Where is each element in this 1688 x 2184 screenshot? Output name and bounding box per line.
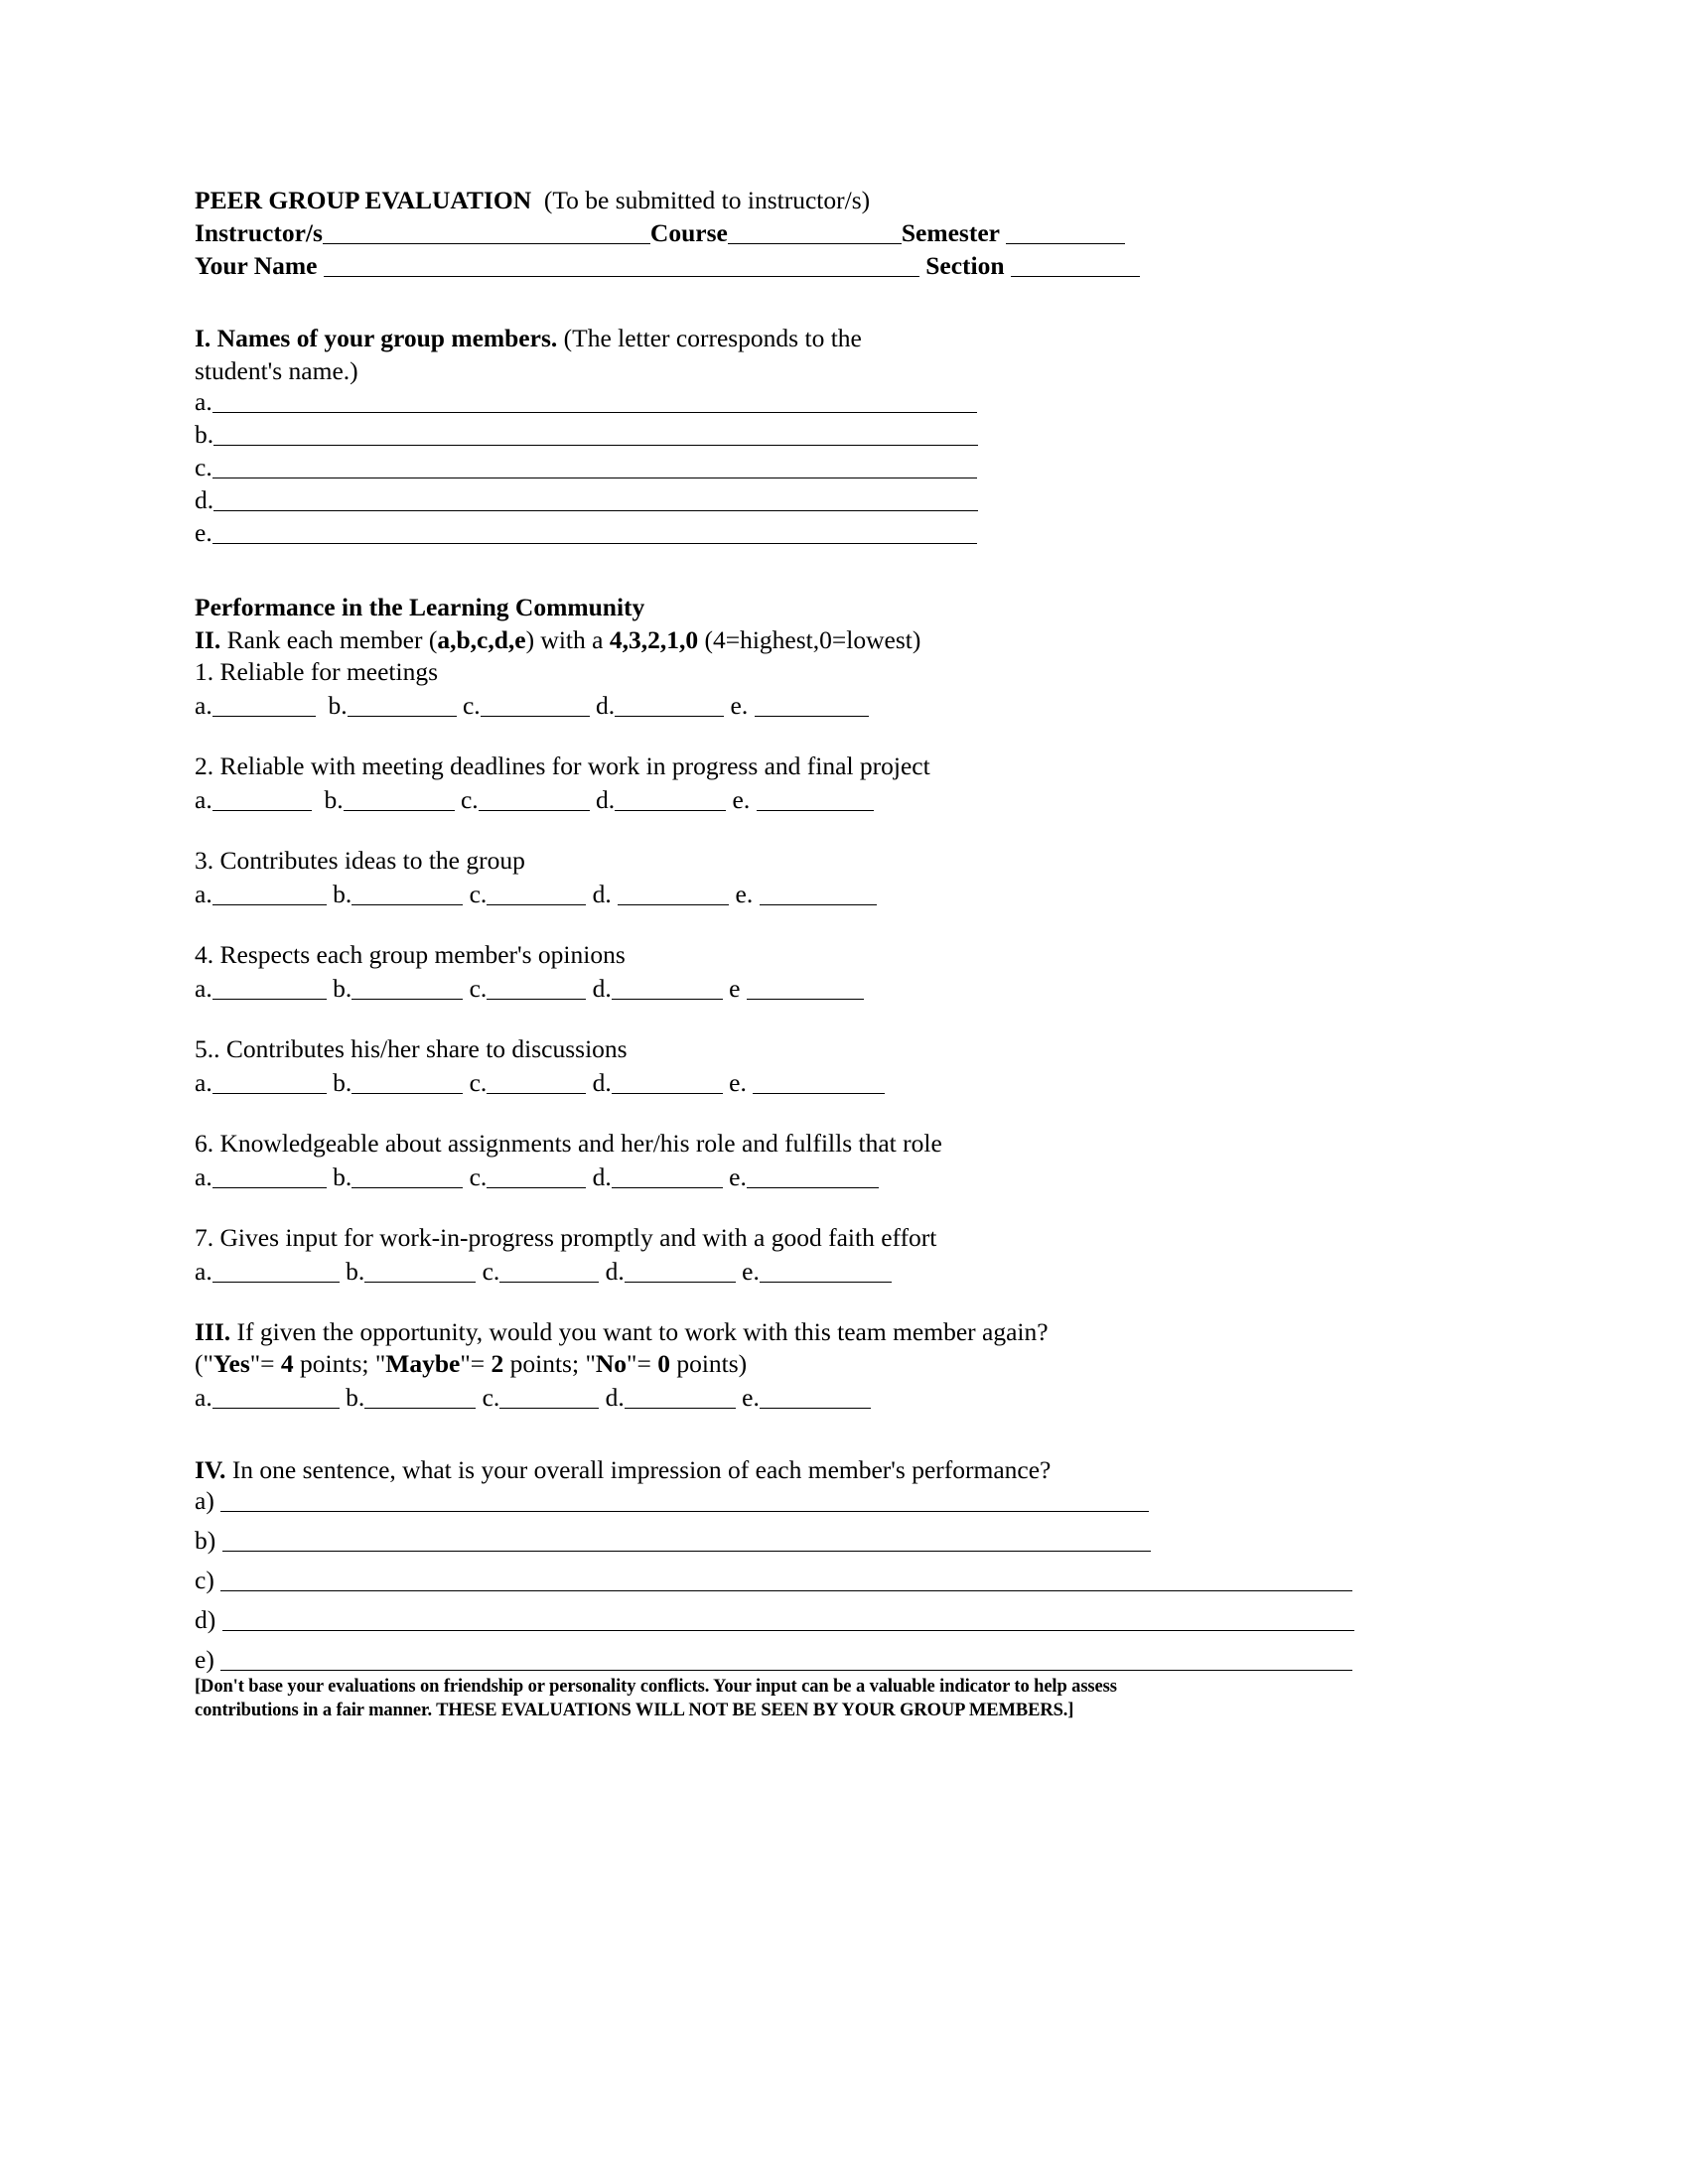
- list-item: [195, 1486, 1505, 1516]
- rank-blank-3c[interactable]: [487, 883, 586, 905]
- page-title: PEER GROUP EVALUATION: [195, 186, 532, 214]
- rank-blank-1a[interactable]: [212, 694, 316, 717]
- list-item: [195, 1526, 1505, 1556]
- rank-row-5: [195, 1066, 1505, 1100]
- rank-label-6a: a.: [195, 1162, 212, 1191]
- rank-blank-5e[interactable]: [753, 1071, 885, 1094]
- rank-blank-6c[interactable]: [487, 1165, 586, 1188]
- list-item: [195, 453, 1505, 482]
- rank-blank-4a[interactable]: [212, 977, 327, 1000]
- member-label-e: e.: [195, 518, 212, 547]
- section-three-question-row: [195, 1316, 1505, 1348]
- rank-label-3b: b.: [333, 880, 352, 908]
- spacer: [195, 1100, 1505, 1128]
- section-four-answer-list: [195, 1486, 1505, 1675]
- spacer: [195, 817, 1505, 845]
- section-one-heading-note: (The letter corresponds to the: [563, 324, 862, 352]
- rank-label-7d: d.: [605, 1257, 625, 1286]
- member-name-blank-e[interactable]: [212, 521, 977, 544]
- section-two-instruction-b: ) with a: [525, 625, 610, 654]
- your-name-label: Your Name: [195, 251, 318, 280]
- rank-blank-iii-d[interactable]: [625, 1386, 736, 1409]
- rank-label-3a: a.: [195, 880, 212, 908]
- rank-label-1b: b.: [328, 691, 348, 720]
- rank-label-7e: e.: [742, 1257, 760, 1286]
- scale-no-points: 0: [657, 1349, 670, 1378]
- section-one-heading-row-2: [195, 354, 1505, 387]
- member-label-b: b.: [195, 420, 214, 449]
- section-four-question: In one sentence, what is your overall impression of each member's performance?: [231, 1455, 1052, 1484]
- rank-label-2b: b.: [324, 785, 344, 814]
- rank-label-4b: b.: [333, 974, 352, 1003]
- rank-blank-2a[interactable]: [212, 788, 312, 811]
- section-two-subheading-row: [195, 591, 1505, 623]
- rank-label-5d: d.: [592, 1068, 612, 1097]
- impression-label-a: a): [195, 1486, 214, 1515]
- scale-no-word: No: [595, 1349, 628, 1378]
- section-three-scale-row: [195, 1348, 1505, 1380]
- rank-blank-1e[interactable]: [755, 694, 869, 717]
- spacer: [195, 911, 1505, 939]
- question-4-number: 4.: [195, 940, 214, 969]
- impression-blank-a[interactable]: [220, 1489, 1149, 1512]
- rank-blank-2d[interactable]: [615, 788, 726, 811]
- footer-note-line-1: [Don't base your evaluations on friendship or personality conflicts. Your input can be a valuable indicator to help assess: [195, 1677, 1117, 1697]
- spacer: [195, 551, 1505, 591]
- page-title-row: [195, 184, 1505, 216]
- section-two-numeral: II.: [195, 625, 221, 654]
- rank-row-section-three: [195, 1381, 1505, 1415]
- question-5-text: Contributes his/her share to discussions: [225, 1034, 628, 1063]
- rank-label-5b: b.: [333, 1068, 352, 1097]
- question-6-number: 6.: [195, 1129, 214, 1158]
- question-item-1: [195, 656, 1505, 688]
- scale-open-paren: (": [195, 1349, 213, 1378]
- section-two-member-letters: a,b,c,d,e: [437, 625, 526, 654]
- rank-blank-4e[interactable]: [747, 977, 864, 1000]
- rank-label-iii-c: c.: [482, 1383, 500, 1412]
- impression-blank-e[interactable]: [220, 1648, 1352, 1671]
- rank-label-6e: e.: [729, 1162, 747, 1191]
- question-2-number: 2.: [195, 751, 214, 780]
- header-row-instructor: [195, 216, 1505, 249]
- scale-maybe-mid: "=: [460, 1349, 492, 1378]
- question-1-number: 1.: [195, 657, 214, 686]
- rank-row-3: [195, 878, 1505, 911]
- question-7-number: 7.: [195, 1223, 214, 1252]
- question-item-4: [195, 939, 1505, 971]
- spacer: [195, 1289, 1505, 1316]
- member-name-blank-a[interactable]: [212, 390, 977, 413]
- your-name-input-blank[interactable]: [324, 254, 919, 277]
- section-two-instruction-c: (4=highest,0=lowest): [698, 625, 921, 654]
- semester-label: Semester: [901, 218, 1000, 247]
- rank-label-4e: e: [729, 974, 741, 1003]
- impression-blank-d[interactable]: [222, 1608, 1354, 1631]
- rank-label-iii-d: d.: [605, 1383, 625, 1412]
- semester-input-blank[interactable]: [1006, 221, 1125, 244]
- rank-blank-6d[interactable]: [612, 1165, 723, 1188]
- question-6-text: Knowledgeable about assignments and her/his role and fulfills that role: [219, 1129, 942, 1158]
- rank-blank-5a[interactable]: [212, 1071, 327, 1094]
- spacer: [195, 1194, 1505, 1222]
- rank-label-5a: a.: [195, 1068, 212, 1097]
- rank-blank-6e[interactable]: [747, 1165, 879, 1188]
- rank-label-7b: b.: [346, 1257, 365, 1286]
- member-name-blank-b[interactable]: [213, 423, 978, 446]
- section-two-subheading: Performance in the Learning Community: [195, 593, 645, 621]
- rank-label-6b: b.: [333, 1162, 352, 1191]
- scale-no-mid: "=: [627, 1349, 658, 1378]
- rank-blank-4c[interactable]: [487, 977, 586, 1000]
- scale-yes-points: 4: [280, 1349, 294, 1378]
- rank-row-6: [195, 1160, 1505, 1194]
- question-item-3: [195, 845, 1505, 877]
- member-name-blank-d[interactable]: [213, 488, 978, 511]
- list-item: [195, 1645, 1505, 1675]
- impression-label-d: d): [195, 1605, 216, 1634]
- scale-maybe-tail: points; ": [503, 1349, 596, 1378]
- rank-label-7c: c.: [482, 1257, 500, 1286]
- rank-blank-7c[interactable]: [499, 1260, 599, 1283]
- rank-blank-iii-b[interactable]: [364, 1386, 476, 1409]
- list-item: [195, 518, 1505, 548]
- rank-label-5e: e.: [729, 1068, 747, 1097]
- list-item: [195, 1566, 1505, 1595]
- rank-label-2e: e.: [732, 785, 751, 814]
- rank-label-1c: c.: [462, 691, 481, 720]
- instructor-label: Instructor/s: [195, 218, 323, 247]
- impression-blank-b[interactable]: [222, 1529, 1151, 1552]
- rank-label-4c: c.: [469, 974, 488, 1003]
- footer-note: [195, 1675, 1505, 1722]
- section-three-numeral: III.: [195, 1317, 231, 1346]
- section-three-question: If given the opportunity, would you want to work with this team member again?: [236, 1317, 1049, 1346]
- rank-blank-5d[interactable]: [612, 1071, 723, 1094]
- scale-yes-mid: "=: [249, 1349, 281, 1378]
- scale-yes-tail: points; ": [293, 1349, 386, 1378]
- rank-blank-3b[interactable]: [352, 883, 463, 905]
- rank-row-1: [195, 689, 1505, 723]
- rank-label-3d: d.: [592, 880, 612, 908]
- rank-blank-2b[interactable]: [344, 788, 455, 811]
- question-item-7: [195, 1222, 1505, 1254]
- rank-label-3c: c.: [469, 880, 488, 908]
- question-7-text: Gives input for work-in-progress promptly and with a good faith effort: [219, 1223, 937, 1252]
- rank-label-7a: a.: [195, 1257, 212, 1286]
- footer-note-line-2: contributions in a fair manner. THESE EVALUATIONS WILL NOT BE SEEN BY YOUR GROUP MEMBERS.]: [195, 1701, 1074, 1720]
- section-one-heading: I. Names of your group members.: [195, 324, 558, 352]
- rank-blank-1b[interactable]: [348, 694, 457, 717]
- question-1-text: Reliable for meetings: [219, 657, 439, 686]
- question-2-text: Reliable with meeting deadlines for work in progress and final project: [219, 751, 930, 780]
- rank-label-4d: d.: [592, 974, 612, 1003]
- rank-blank-2c[interactable]: [479, 788, 590, 811]
- impression-label-b: b): [195, 1526, 216, 1555]
- section-one-heading-note-2: student's name.): [195, 356, 358, 385]
- section-one-heading-row: [195, 322, 1505, 354]
- rank-blank-5b[interactable]: [352, 1071, 463, 1094]
- rank-blank-7b[interactable]: [364, 1260, 476, 1283]
- section-four-question-row: [195, 1454, 1505, 1486]
- rank-blank-3e[interactable]: [760, 883, 877, 905]
- list-item: [195, 1605, 1505, 1635]
- rank-label-6d: d.: [592, 1162, 612, 1191]
- section-two-scale: 4,3,2,1,0: [609, 625, 699, 654]
- rank-blank-6a[interactable]: [212, 1165, 327, 1188]
- section-label: Section: [925, 251, 1005, 280]
- rank-blank-iii-e[interactable]: [760, 1386, 871, 1409]
- section-input-blank[interactable]: [1011, 254, 1140, 277]
- rank-label-6c: c.: [469, 1162, 488, 1191]
- rank-blank-7a[interactable]: [212, 1260, 340, 1283]
- rank-blank-3d[interactable]: [618, 883, 729, 905]
- rank-blank-4d[interactable]: [612, 977, 723, 1000]
- section-one-name-list: [195, 387, 1505, 548]
- question-item-6: [195, 1128, 1505, 1160]
- question-5-number: 5..: [195, 1034, 220, 1063]
- rank-label-4a: a.: [195, 974, 212, 1003]
- impression-label-c: c): [195, 1566, 214, 1594]
- rank-blank-2e[interactable]: [757, 788, 874, 811]
- rank-label-1d: d.: [596, 691, 616, 720]
- impression-label-e: e): [195, 1645, 214, 1674]
- rank-row-4: [195, 972, 1505, 1006]
- list-item: [195, 485, 1505, 515]
- section-two-instruction-row: [195, 623, 1505, 656]
- rank-label-2c: c.: [460, 785, 479, 814]
- rank-label-iii-e: e.: [742, 1383, 760, 1412]
- rank-row-2: [195, 783, 1505, 817]
- spacer: [195, 1415, 1505, 1454]
- rank-label-3e: e.: [735, 880, 754, 908]
- question-item-2: [195, 751, 1505, 782]
- rank-label-2a: a.: [195, 785, 212, 814]
- rank-blank-3a[interactable]: [212, 883, 327, 905]
- spacer: [195, 723, 1505, 751]
- question-3-number: 3.: [195, 846, 214, 875]
- rank-label-5c: c.: [469, 1068, 488, 1097]
- spacer: [195, 282, 1505, 322]
- section-four-numeral: IV.: [195, 1455, 226, 1484]
- member-name-blank-c[interactable]: [212, 456, 977, 478]
- rank-row-7: [195, 1255, 1505, 1289]
- header-row-name: [195, 249, 1505, 282]
- member-label-c: c.: [195, 453, 212, 481]
- rank-label-1e: e.: [730, 691, 749, 720]
- scale-maybe-points: 2: [491, 1349, 504, 1378]
- question-3-text: Contributes ideas to the group: [219, 846, 525, 875]
- rank-blank-iii-c[interactable]: [499, 1386, 599, 1409]
- instructor-input-blank[interactable]: [323, 221, 650, 244]
- form-body: [195, 184, 1505, 1722]
- rank-blank-1c[interactable]: [481, 694, 590, 717]
- rank-blank-6b[interactable]: [352, 1165, 463, 1188]
- scale-yes-word: Yes: [212, 1349, 250, 1378]
- list-item: [195, 420, 1505, 450]
- rank-label-2d: d.: [596, 785, 616, 814]
- list-item: [195, 387, 1505, 417]
- course-label: Course: [649, 218, 728, 247]
- rank-blank-4b[interactable]: [352, 977, 463, 1000]
- section-two-instruction-a: Rank each member (: [226, 625, 438, 654]
- rank-blank-1d[interactable]: [615, 694, 724, 717]
- question-4-text: Respects each group member's opinions: [219, 940, 626, 969]
- member-label-a: a.: [195, 387, 212, 416]
- question-item-5: [195, 1033, 1505, 1065]
- rank-blank-iii-a[interactable]: [212, 1386, 340, 1409]
- course-input-blank[interactable]: [728, 221, 902, 244]
- rank-blank-5c[interactable]: [487, 1071, 586, 1094]
- scale-no-tail: points): [669, 1349, 748, 1378]
- rank-blank-7d[interactable]: [625, 1260, 736, 1283]
- impression-blank-c[interactable]: [220, 1569, 1352, 1591]
- scale-maybe-word: Maybe: [385, 1349, 461, 1378]
- rank-label-iii-a: a.: [195, 1383, 212, 1412]
- rank-label-iii-b: b.: [346, 1383, 365, 1412]
- page-title-note: (To be submitted to instructor/s): [543, 186, 871, 214]
- rank-label-1a: a.: [195, 691, 212, 720]
- rank-blank-7e[interactable]: [760, 1260, 892, 1283]
- spacer: [195, 1006, 1505, 1033]
- member-label-d: d.: [195, 485, 214, 514]
